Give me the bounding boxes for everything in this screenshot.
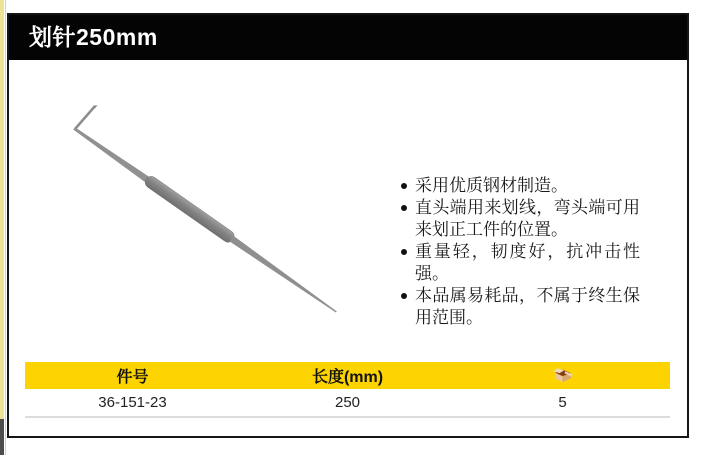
feature-text: 采用优质钢材制造。 xyxy=(415,176,568,195)
scriber-grip xyxy=(143,174,237,245)
col-header-part-no: 件号 xyxy=(25,362,240,389)
product-title: 划针250mm xyxy=(29,24,158,50)
bullet-dot-icon xyxy=(401,205,407,211)
col-header-pack xyxy=(455,362,670,389)
page-edge-strip-dark xyxy=(0,419,4,455)
page-edge-strip-yellow xyxy=(0,0,4,419)
spec-table xyxy=(25,362,670,418)
feature-item xyxy=(400,241,640,285)
feature-list xyxy=(400,175,640,329)
spec-table-header-row xyxy=(25,362,670,389)
bullet-dot-icon xyxy=(401,183,407,189)
feature-item xyxy=(400,197,640,241)
scriber-shaft xyxy=(72,126,151,184)
feature-item xyxy=(400,285,640,329)
spec-table-data-row xyxy=(25,389,670,417)
cell-part-no: 36-151-23 xyxy=(25,389,240,417)
scriber-product-image xyxy=(55,92,355,332)
cell-length: 250 xyxy=(240,389,455,417)
col-header-length: 长度(mm) xyxy=(240,362,455,389)
bullet-dot-icon xyxy=(401,293,407,299)
feature-text: 重量轻，韧度好，抗冲击性强。 xyxy=(415,242,640,283)
scriber-illustration xyxy=(55,92,355,332)
product-title-bar xyxy=(9,15,687,60)
carton-box-icon xyxy=(552,367,573,383)
page-edge-line xyxy=(5,0,6,455)
product-card xyxy=(7,13,689,438)
scriber-hook xyxy=(74,105,96,130)
scriber-needle xyxy=(230,236,339,315)
feature-text: 直头端用来划线，弯头端可用来划正工件的位置。 xyxy=(415,198,640,239)
bullet-dot-icon xyxy=(401,249,407,255)
feature-item xyxy=(400,175,640,197)
feature-text: 本品属易耗品，不属于终生保用范围。 xyxy=(415,286,640,327)
cell-pack-qty: 5 xyxy=(455,389,670,417)
